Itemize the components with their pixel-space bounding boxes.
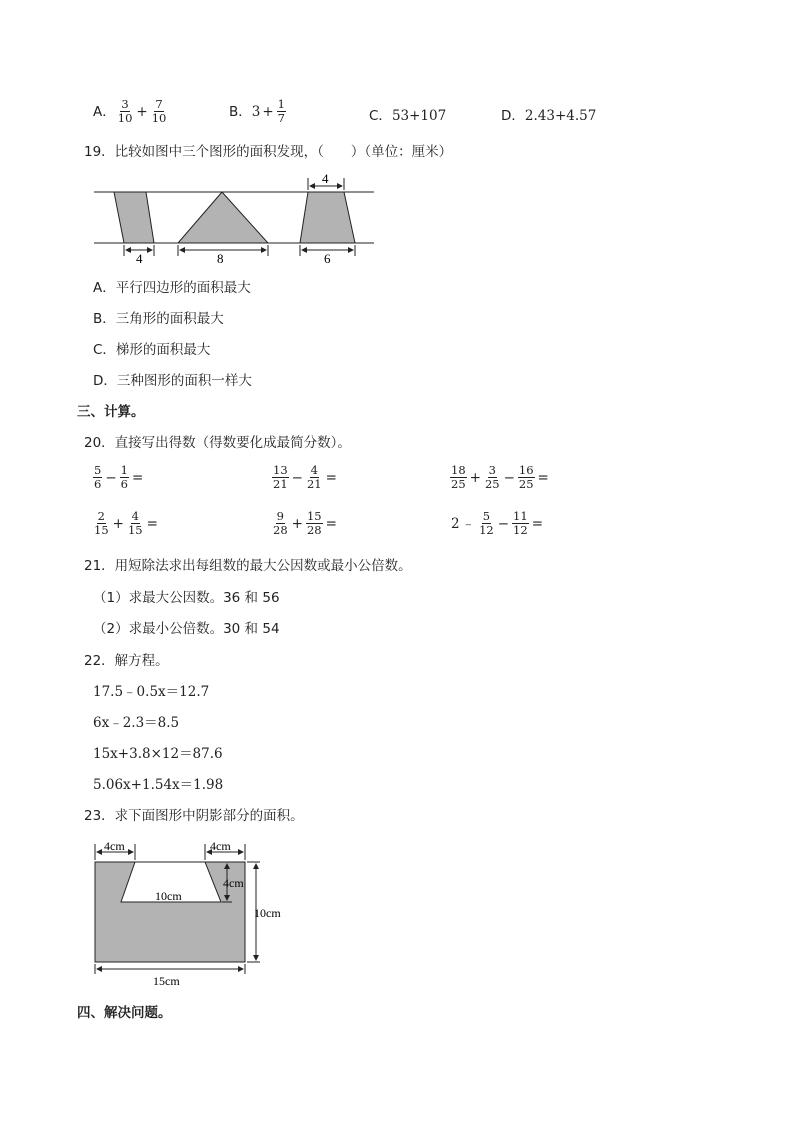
fraction: $\frac{4}{15}$ [127,509,143,537]
q22-equation-1: 17.5﹣0.5x＝12.7 [93,684,210,700]
q20-expression-6: 2 ﹣ $\frac{5}{12}$ − $\frac{11}{12}$ = [451,509,543,537]
fraction: $\frac{3}{25}$ [484,463,500,491]
fraction: $\frac{9}{28}$ [273,509,288,537]
q22-equation-3: 15x+3.8×12＝87.6 [93,746,223,762]
q20-expression-3: $\frac{18}{25}$ + $\frac{3}{25}$ − $\frac{16}{25}$ = [451,463,549,491]
q19-option-b: B．三角形的面积最大 [93,311,224,327]
triangle-shape [178,192,268,243]
triangle-base-label: 8 [217,251,224,265]
fraction: $\frac{5}{6}$ [94,463,102,491]
q20-expression-2: $\frac{13}{21}$ − $\frac{4}{21}$ = [273,463,337,491]
q19-figure [90,170,380,265]
trapezoid-top-label: 4 [322,171,329,186]
option-label: A． [93,103,116,120]
operator: + [262,103,274,120]
q18-option-b: B． 3 + $\frac{1}{7}$ [229,97,285,125]
q22-stem: 22．解方程。 [84,653,169,669]
fraction: $\frac{13}{21}$ [273,463,288,491]
q20-expression-4: $\frac{2}{15}$ + $\frac{4}{15}$ = [94,509,158,537]
q21-item-1: （1）求最大公因数。36 和 56 [93,590,280,606]
q20-stem: 20．直接写出得数（得数要化成最简分数）。 [84,435,351,451]
fraction: $\frac{2}{15}$ [94,509,109,537]
q18-option-a [93,98,168,125]
q21-item-2: （2）求最小公倍数。30 和 54 [93,621,280,637]
q22-equation-2: 6x﹣2.3＝8.5 [93,715,180,731]
right-top-label: 4cm [210,839,231,853]
trapezoid-shape [300,192,355,243]
q20-expression-1: $\frac{5}{6}$ − $\frac{1}{6}$ = [94,463,144,491]
q19-stem: 19．比较如图中三个图形的面积发现，（ ）（单位：厘米） [84,144,453,160]
q23-figure [86,836,296,992]
fraction: $\frac{18}{25}$ [451,463,466,491]
fraction: $\frac{7}{10}$ [151,97,167,125]
fraction: $\frac{11}{12}$ [513,509,528,537]
fraction: $\frac{16}{25}$ [518,463,534,491]
q21-stem: 21．用短除法求出每组数的最大公因数或最小公倍数。 [84,558,412,574]
q23-stem: 23．求下面图形中阴影部分的面积。 [84,808,304,824]
q19-option-d: D．三种图形的面积一样大 [93,373,252,389]
left-top-label: 4cm [104,839,125,853]
fraction: $\frac{1}{7}$ [277,97,285,125]
fraction: $\frac{5}{12}$ [479,509,494,537]
q19-option-c: C．梯形的面积最大 [93,342,211,358]
operator: + [136,103,148,120]
trapezoid-bottom-label: 10cm [155,889,182,903]
option-label: B． [229,103,252,120]
rectangle-width-label: 15cm [153,974,180,988]
trapezoid-bottom-label: 6 [324,251,331,265]
q19-option-a: A．平行四边形的面积最大 [93,280,251,296]
parallelogram-shape [114,192,154,243]
fraction: $\frac{1}{6}$ [120,463,128,491]
trapezoid-height-label: 4cm [223,876,244,890]
q20-expression-5: $\frac{9}{28}$ + $\frac{15}{28}$ = [273,509,337,537]
fraction: $\frac{3}{10}$ [117,97,133,125]
q22-equation-4: 5.06x+1.54x＝1.98 [93,777,224,793]
parallelogram-base-label: 4 [136,251,143,265]
fraction: $\frac{4}{21}$ [306,463,322,491]
section-heading-4: 四、解决问题。 [77,1005,172,1021]
fraction: $\frac{15}{28}$ [306,509,322,537]
section-heading-3: 三、计算。 [77,404,145,420]
rectangle-height-label: 10cm [254,906,281,920]
q18-option-d: D． 2.43+4.57 [501,108,597,124]
q18-option-c: C． 53+107 [369,108,447,124]
